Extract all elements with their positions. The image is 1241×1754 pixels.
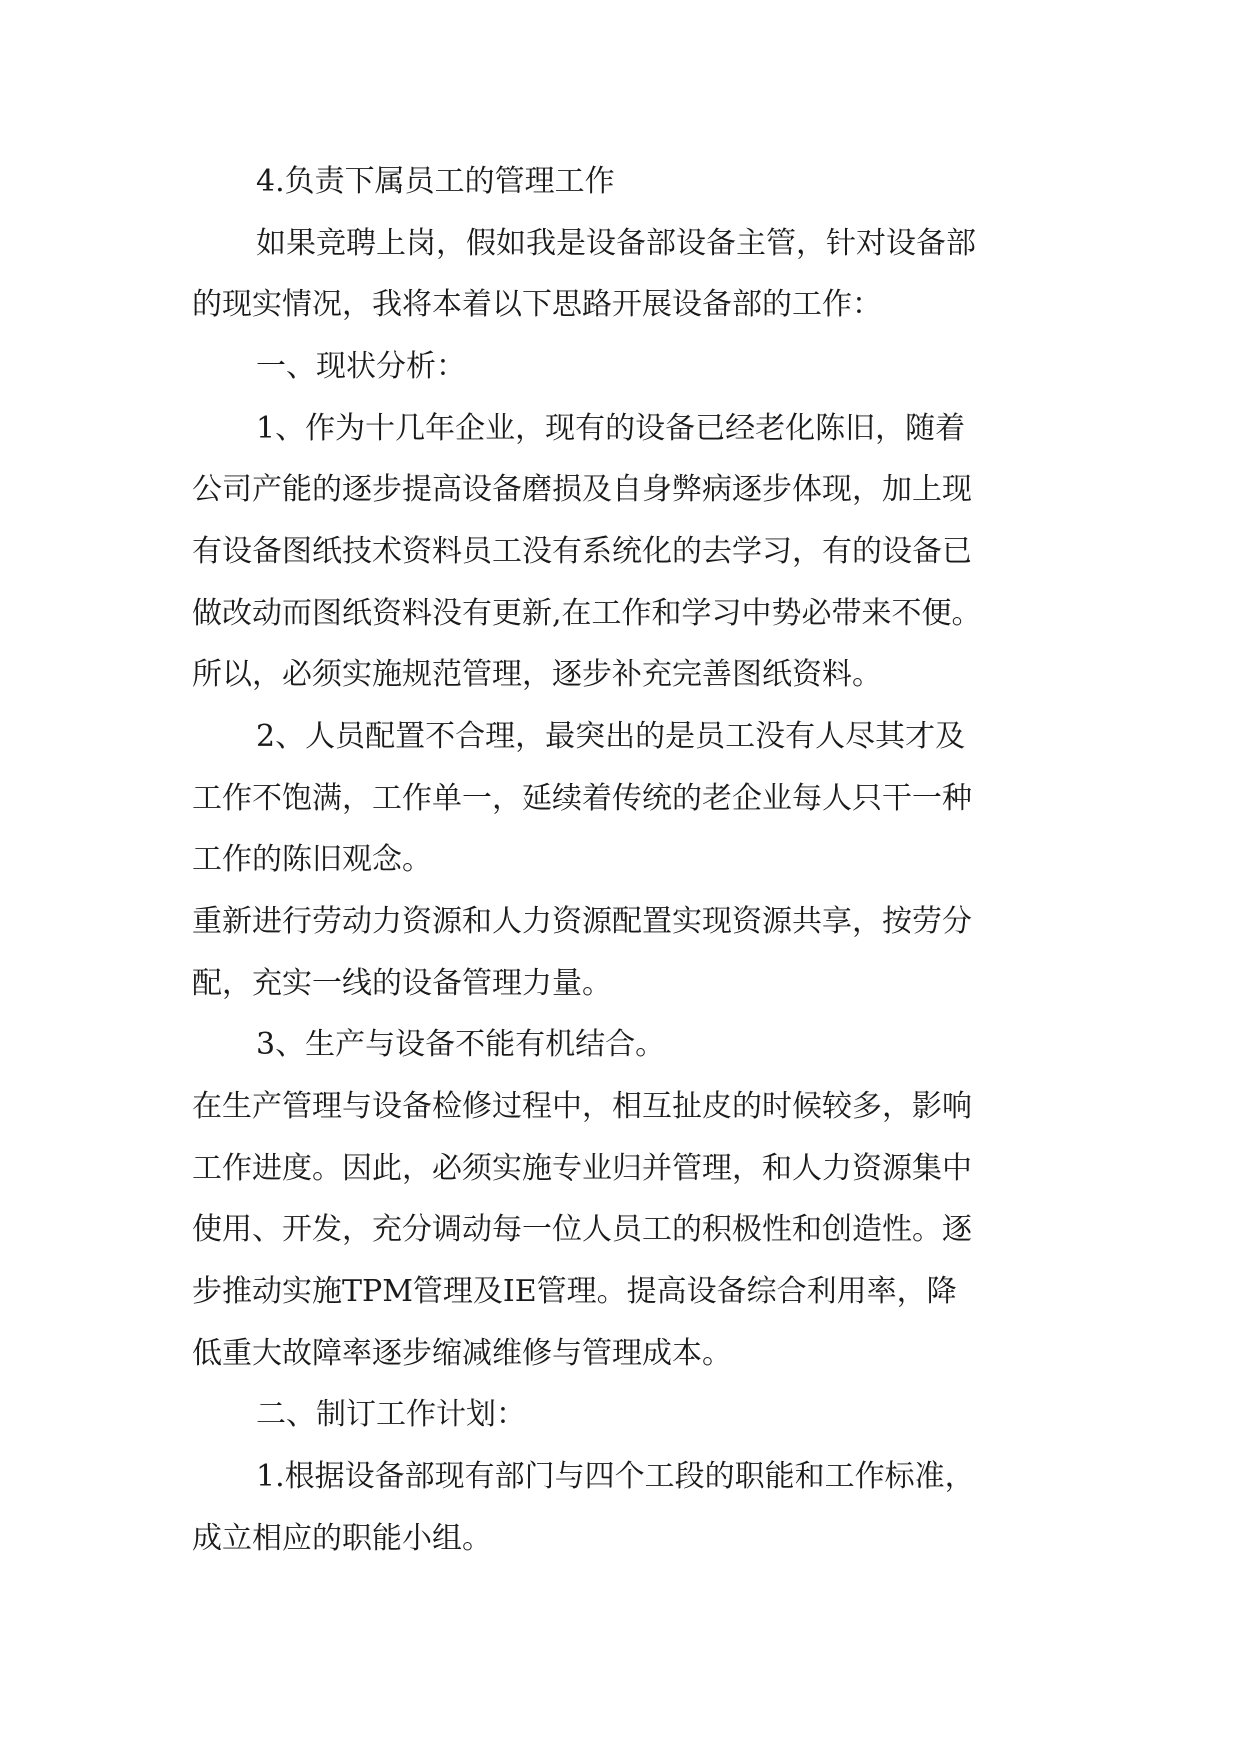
paragraph-line: 工作进度。因此，必须实施专业归并管理，和人力资源集中 (192, 1151, 972, 1186)
item-heading-4: 4.负责下属员工的管理工作 (256, 164, 615, 199)
paragraph-line: 3、生产与设备不能有机结合。 (256, 1027, 666, 1062)
paragraph-line: 公司产能的逐步提高设备磨损及自身弊病逐步体现，加上现 (192, 472, 972, 507)
paragraph-line: 有设备图纸技术资料员工没有系统化的去学习，有的设备已 (192, 534, 972, 569)
paragraph-line: 步推动实施TPM管理及IE管理。提高设备综合利用率，降 (192, 1274, 957, 1309)
paragraph-line: 在生产管理与设备检修过程中，相互扯皮的时候较多，影响 (192, 1089, 972, 1124)
paragraph-line: 工作不饱满，工作单一，延续着传统的老企业每人只干一种 (192, 781, 972, 816)
paragraph-line: 配，充实一线的设备管理力量。 (192, 966, 612, 1001)
paragraph-line: 所以，必须实施规范管理，逐步补充完善图纸资料。 (192, 657, 882, 692)
paragraph-line: 成立相应的职能小组。 (192, 1521, 492, 1556)
paragraph-line: 1.根据设备部现有部门与四个工段的职能和工作标准， (256, 1459, 975, 1494)
paragraph-line: 重新进行劳动力资源和人力资源配置实现资源共享，按劳分 (192, 904, 972, 939)
paragraph-line: 工作的陈旧观念。 (192, 842, 432, 877)
paragraph-line: 低重大故障率逐步缩减维修与管理成本。 (192, 1336, 732, 1371)
paragraph-line: 2、人员配置不合理，最突出的是员工没有人尽其才及 (256, 719, 966, 754)
paragraph-line: 如果竞聘上岗，假如我是设备部设备主管，针对设备部 (256, 226, 976, 261)
paragraph-line: 的现实情况，我将本着以下思路开展设备部的工作： (192, 287, 882, 322)
paragraph-line: 使用、开发，充分调动每一位人员工的积极性和创造性。逐 (192, 1212, 972, 1247)
paragraph-line: 1、作为十几年企业，现有的设备已经老化陈旧，随着 (256, 411, 966, 446)
section-heading-1: 一、现状分析： (256, 349, 466, 384)
section-heading-2: 二、制订工作计划： (256, 1397, 526, 1432)
paragraph-line: 做改动而图纸资料没有更新,在工作和学习中势必带来不便。 (192, 596, 982, 631)
